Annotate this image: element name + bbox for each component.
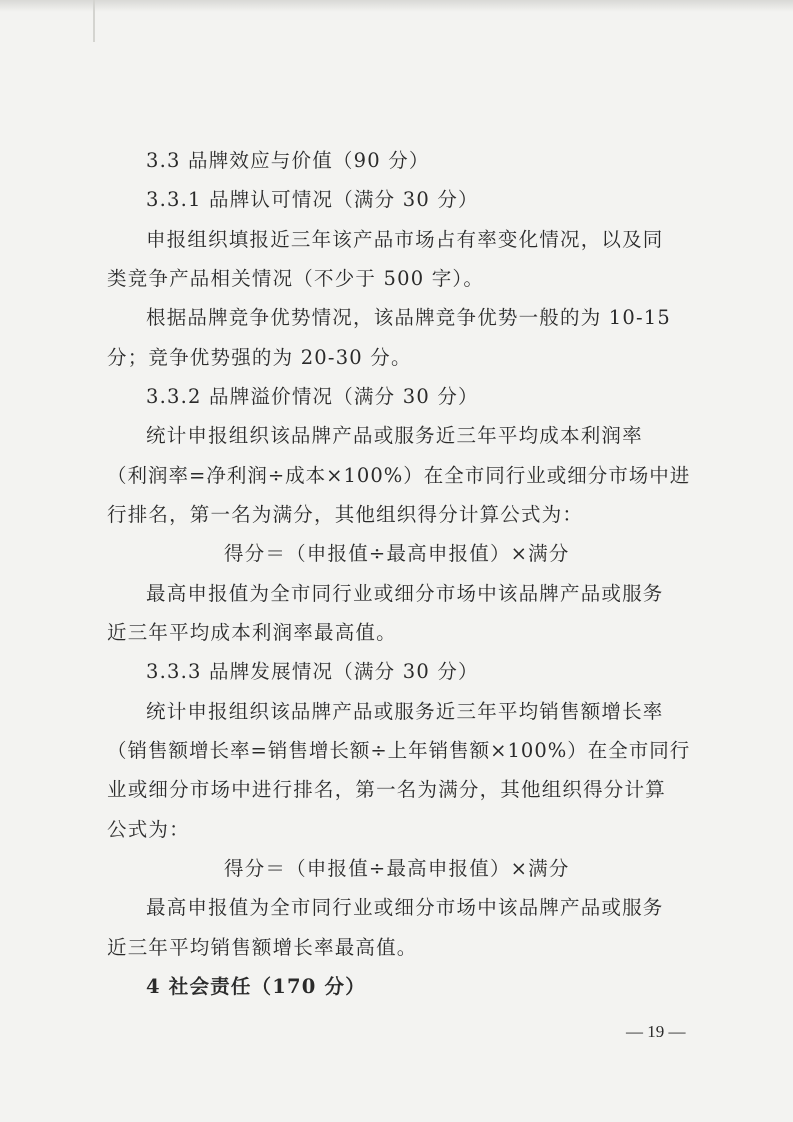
paragraph-line: （利润率=净利润÷成本×100%）在全市同行业或细分市场中进 <box>107 464 691 487</box>
paragraph-line: （销售额增长率=销售增长额÷上年销售额×100%）在全市同行 <box>107 739 691 762</box>
paragraph-line: 最高申报值为全市同行业或细分市场中该品牌产品或服务 <box>146 896 664 919</box>
paragraph-line: 申报组织填报近三年该产品市场占有率变化情况，以及同 <box>146 228 664 251</box>
subsection-heading-3-3-2: 3.3.2 品牌溢价情况（满分 30 分） <box>146 385 479 408</box>
paragraph-line: 类竞争产品相关情况（不少于 500 字）。 <box>107 267 485 290</box>
page-number: — 19 — <box>626 1022 686 1041</box>
paragraph-line: 近三年平均成本利润率最高值。 <box>107 621 397 644</box>
paragraph-line: 分；竞争优势强的为 20-30 分。 <box>107 346 412 369</box>
paragraph-line: 统计申报组织该品牌产品或服务近三年平均销售额增长率 <box>146 700 664 723</box>
subsection-heading-3-3-3: 3.3.3 品牌发展情况（满分 30 分） <box>146 660 479 683</box>
paragraph-line: 近三年平均销售额增长率最高值。 <box>107 936 418 959</box>
subsection-heading-3-3-1: 3.3.1 品牌认可情况（满分 30 分） <box>146 188 479 211</box>
paragraph-line: 公式为： <box>107 818 190 841</box>
paragraph-line: 业或细分市场中进行排名，第一名为满分，其他组织得分计算 <box>107 778 666 801</box>
formula-line: 得分＝（申报值÷最高申报值）×满分 <box>224 857 570 880</box>
paragraph-line: 行排名，第一名为满分，其他组织得分计算公式为： <box>107 503 584 526</box>
paragraph-line: 统计申报组织该品牌产品或服务近三年平均成本利润率 <box>146 424 643 447</box>
paragraph-line: 根据品牌竞争优势情况，该品牌竞争优势一般的为 10-15 <box>146 306 672 329</box>
paragraph-line: 最高申报值为全市同行业或细分市场中该品牌产品或服务 <box>146 582 664 605</box>
formula-line: 得分＝（申报值÷最高申报值）×满分 <box>224 542 570 565</box>
section-heading-3-3: 3.3 品牌效应与价值（90 分） <box>146 149 430 172</box>
section-heading-4: 4 社会责任（170 分） <box>146 975 366 998</box>
